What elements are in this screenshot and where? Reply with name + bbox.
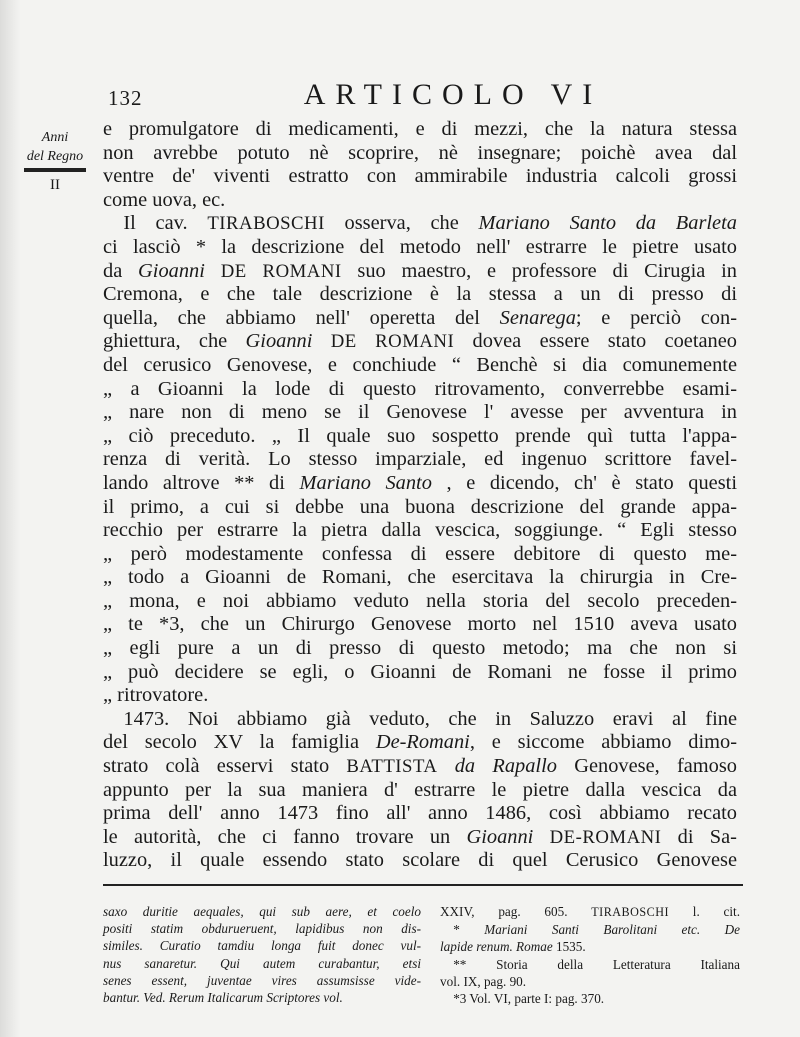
text-line: come uova, ec. [103,188,226,211]
footnote-divider [103,884,743,886]
margin-note-year: II [50,177,60,193]
text-line: „ può decidere se egli, o Gioanni de Romani ne fosse il primo [103,660,737,683]
text-span: ** Storia della Letteratura Italiana [453,956,740,972]
paragraph-3 [103,708,737,873]
footnote-line [440,990,740,1007]
text-line: „ ritrovatore. [103,684,209,707]
page-number: 132 [108,86,143,110]
italic-name: Mariano Santo [299,471,432,494]
text-span: , e dicendo, ch' è stato questi [446,471,737,494]
text-line: e promulgatore di medicamenti, e di mezzi, che la natura stessa [103,118,737,140]
margin-note-line2: del Regno [26,149,84,164]
text-span: * [453,922,460,938]
paragraph-2 [103,212,737,707]
text-span: l. cit. [692,904,740,919]
italic-title: Mariani Santi Barolitani etc. De [484,922,740,938]
italic-name: Gioanni [245,330,313,353]
page-header [102,78,744,114]
footnote-line: similes. Curatio tamdiu longa fuit donec vul- [103,938,421,954]
text-line: „ ciò preceduto. „ Il quale suo sospetto prende quì tutta l'appa- [103,424,737,447]
text-line: ci lasciò * la descrizione del metodo nell' estrarre le pietre usato [103,235,737,258]
footnote-line: senes essent, juventae vires assumsisse vide- [103,972,421,988]
text-line [103,731,737,755]
text-line [103,472,737,496]
author-name: TIRABOSCHI [591,905,670,919]
text-line: „ egli pure a un di presso di questo metodo; ma che non si [103,637,737,660]
text-line: il primo, a cui si debbe una buona descrizione del grande appa- [103,495,737,518]
footnote-right-column [440,903,740,1007]
text-line [103,307,737,331]
text-span: dovea essere stato coetaneo [472,330,737,353]
page-gutter-shadow [0,0,20,1037]
text-line: Cremona, e che tale descrizione è la stessa a un di presso di [103,283,737,306]
footnote-line [440,921,740,938]
footnote-line: nus sanaretur. Qui autem curabantur, etsi [103,955,421,971]
author-name: DE ROMANI [330,331,455,353]
italic-title: lapide renum. Romae [440,939,553,955]
text-line: recchio per estrarre la pietra dalla vescica, soggiunge. “ Egli stesso [103,519,737,542]
text-line: „ te *3, che un Chirurgo Genovese morto nel 1510 aveva usato [103,613,737,636]
italic-name: Gioanni [466,825,534,848]
text-line: prima dell' anno 1473 fino all' anno 1486, così abbiamo recato [103,802,737,825]
text-span: quella, che abbiamo nell' operetta del [103,306,480,329]
paragraph-1 [103,118,737,212]
text-line [103,708,737,732]
author-name: BATTISTA [346,756,438,778]
text-span: ghiettura, che [103,330,228,353]
author-name: DE ROMANI [220,260,342,282]
footnote-line: positi statim obdurueruent, lapidibus non dis- [103,921,421,937]
text-span: da [103,259,123,282]
text-line: „ però modestamente confessa di essere debitore di questo me- [103,542,737,565]
text-line: del cerusico Genovese, e conchiude “ Benchè si dia comunemente [103,353,737,376]
footnote-line: saxo duritie aequales, qui sub aere, et coelo [103,904,421,919]
text-line: appunto per la sua maniera d' estrarre le pietre dalla vescica da [103,778,737,801]
italic-name: Gioanni [138,259,205,282]
text-span: di Sa- [677,825,737,848]
text-line: ventre de' viventi estratto con ammirabile industria calcoli grossi [103,165,737,188]
italic-name: De-Romani [375,731,470,754]
text-span: Il cav. [123,212,188,235]
text-line [103,826,737,850]
text-line: renza di verità. Lo stesso imparziale, ed ingenuo scrittore favel- [103,448,737,471]
text-line: „ mona, e noi abbiamo veduto nella storia del secolo preceden- [103,589,737,612]
footnote-line [440,903,740,921]
text-line: luzzo, il quale essendo stato scolare di quel Cerusico Genovese [103,849,737,872]
text-span: del secolo XV la famiglia [103,731,360,754]
text-span: ; e perciò con- [575,306,737,329]
text-span: Genovese, famoso [574,755,737,778]
text-span: suo maestro, e professore di Cirugia in [357,259,737,282]
author-name: TIRABOSCHI [207,213,325,235]
text-line [103,212,737,236]
main-text [103,118,737,873]
margin-note-rule [24,168,86,172]
italic-name: Mariano Santo da Barleta [478,212,737,235]
text-line: non avrebbe potuto nè scoprire, nè insegnare; poichè avea dal [103,141,737,164]
text-line: „ a Gioanni la lode di questo ritrovamento, converrebbe esami- [103,377,737,400]
margin-note-line1: Anni [41,130,69,145]
italic-name: da Rapallo [454,755,557,778]
text-span: 1473. Noi abbiamo già veduto, che in Saluzzo eravi al fine [123,707,737,730]
footnote-line [440,938,740,955]
text-line [103,330,737,354]
footnote-line [440,956,740,973]
text-span: le autorità, che ci fanno trovare un [103,825,451,848]
text-span: , e siccome abbiamo dimo- [469,731,737,754]
text-span: 1535. [555,939,586,955]
margin-note [18,128,92,195]
text-span: strato colà esservi stato [103,755,330,778]
footnote-line: vol. IX, pag. 90. [440,973,527,989]
text-line [103,260,737,284]
text-line: „ nare non di meno se il Genovese l' avesse per avventura in [103,401,737,424]
author-name: DE-ROMANI [549,826,662,848]
text-line [103,755,737,779]
footnote-line: bantur. Ved. Rerum Italicarum Scriptores vol. [103,990,343,1006]
text-line: „ todo a Gioanni de Romani, che esercitava la chirurgia in Cre- [103,566,737,589]
italic-name: Senarega [499,306,576,329]
text-span: *3 Vol. VI, parte I: pag. 370. [453,991,605,1007]
text-span: osserva, che [344,212,459,235]
text-span: XXIV, pag. 605. [440,904,568,919]
footnote-left-column [103,903,421,1006]
running-title: ARTICOLO VI [303,78,603,111]
text-span: lando altrove ** di [103,471,285,494]
